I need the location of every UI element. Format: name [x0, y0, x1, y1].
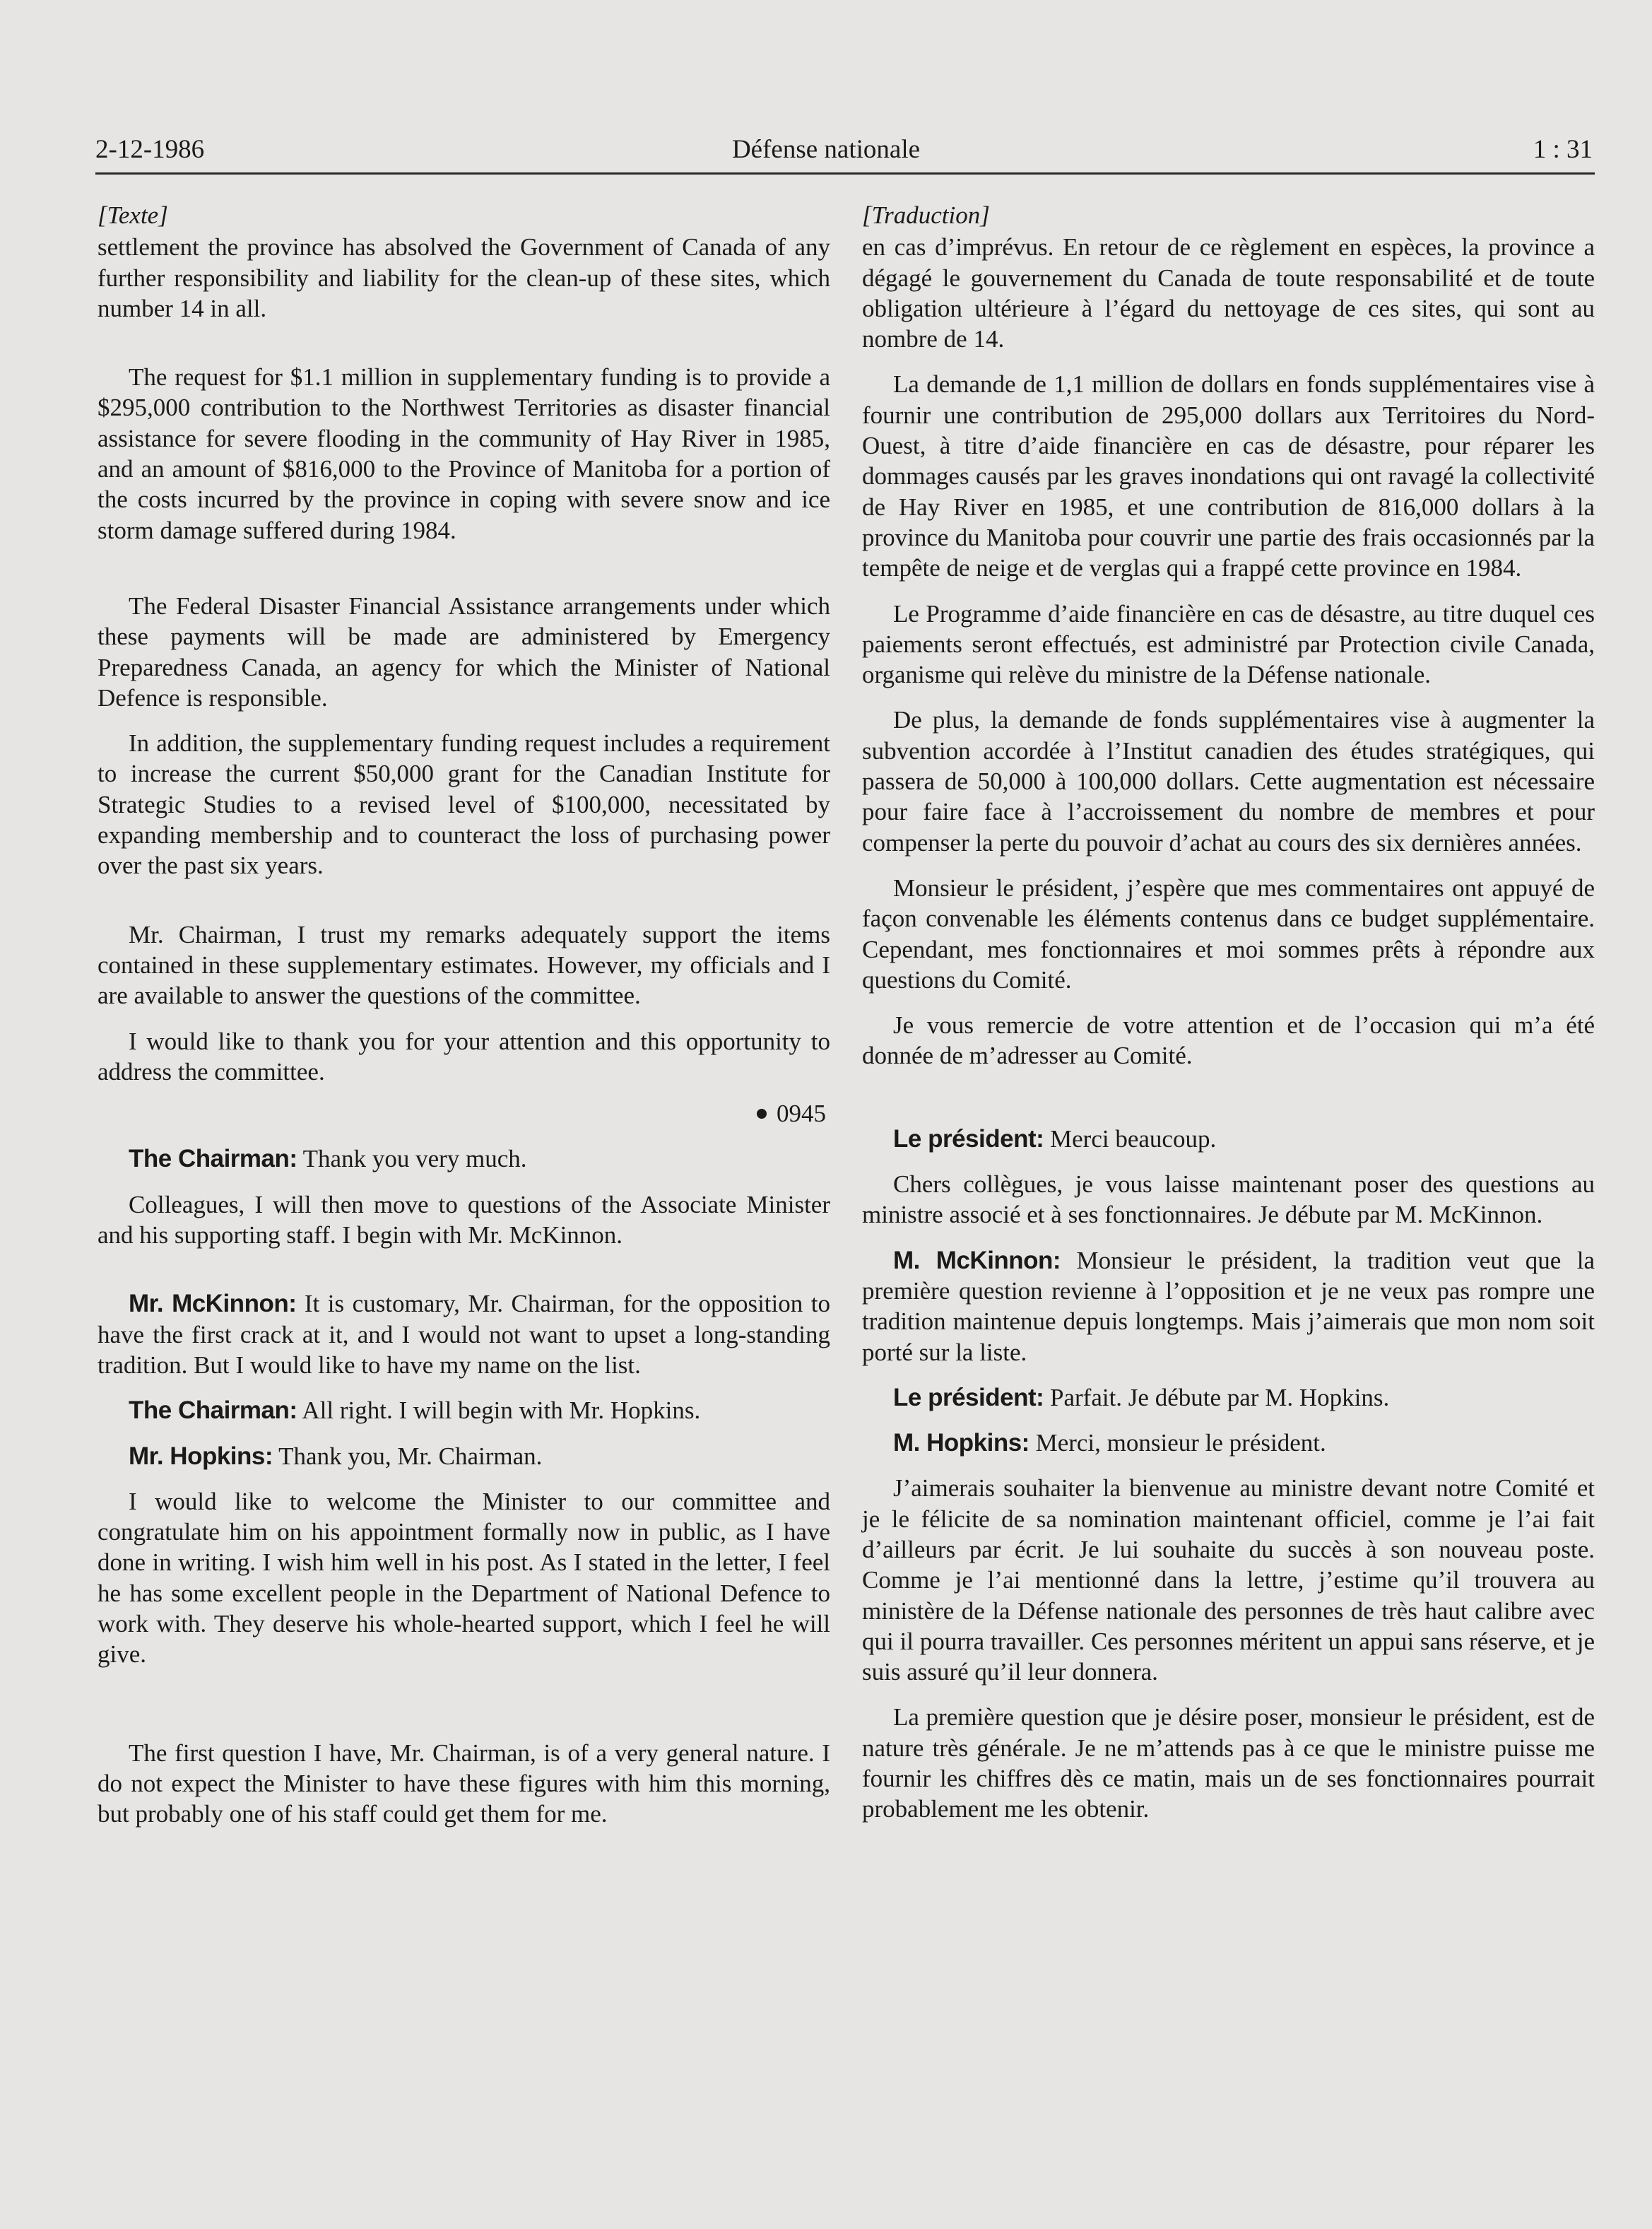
- paragraph: La demande de 1,1 million de dollars en fonds supplémentaires vise à fournir une contribution de 295,000 dollars aux Territoires du Nord-Ouest, à titre d’aide financière en cas de désastre, pour réparer les dommages causés par les graves inondations qui ont ravagé la collectivité de Hay River en 1985, et une contribution de 816,000 dollars à la province du Manitoba pour couvrir une partie des frais occasionnés par la tempête de neige et de verglas qui a frappé cette province en 1984.: [862, 370, 1595, 582]
- paragraph: La première question que je désire poser, monsieur le président, est de nature très générale. Je ne m’attends pas à ce que le ministre puisse me fournir les chiffres dès ce matin, mais un de ses fonctionnaires pourrait probablement me les obtenir.: [862, 1703, 1595, 1823]
- paragraph: J’aimerais souhaiter la bienvenue au ministre devant notre Comité et je le félicite de sa nomination maintenant officiel, comme je l’ai fait d’ailleurs par écrit. Je lui souhaite du succès à son nouveau poste. Comme je l’ai mentionné dans la lettre, j’estime qu’il trouvera au ministère de la Défense nationale des personnes de très haut calibre avec qui il pourra travailler. Ces personnes méritent un appui sans réserve, et je suis assuré qu’il leur donnera.: [862, 1474, 1595, 1686]
- paragraph: Colleagues, I will then move to questions of the Associate Minister and his supporting staff. I begin with Mr. McKinnon.: [98, 1190, 830, 1249]
- speaker-paragraph: M. McKinnon: Monsieur le président, la tradition veut que la première question revienne à l’opposition et je ne veux pas rompre une tradition maintenue depuis longtemps. Mais j’aimerais que mon nom soit porté sur la liste.: [862, 1246, 1595, 1366]
- english-column: [98, 200, 830, 1829]
- speaker-paragraph: Mr. Hopkins: Thank you, Mr. Chairman.: [129, 1442, 543, 1470]
- header-rule: [95, 172, 1595, 175]
- paragraph: settlement the province has absolved the Government of Canada of any further responsibility and liability for the clean-up of these sites, which number 14 in all.: [98, 233, 830, 322]
- paragraph: The first question I have, Mr. Chairman, is of a very general nature. I do not expect the Minister to have these figures with him this morning, but probably one of his staff could get them for me.: [98, 1739, 830, 1828]
- section-label: [Texte]: [98, 201, 168, 229]
- paragraph: Monsieur le président, j’espère que mes commentaires ont appuyé de façon convenable les éléments contenus dans ce budget supplémentaire. Cependant, mes fonctionnaires et moi sommes prêts à répondre aux questions du Comité.: [862, 874, 1595, 994]
- speaker-paragraph: Le président: Parfait. Je débute par M. Hopkins.: [893, 1383, 1390, 1411]
- paragraph: In addition, the supplementary funding request includes a requirement to increase the current $50,000 grant for the Canadian Institute for Strategic Studies to a revised level of $100,000, necessitated by expanding membership and to counteract the loss of purchasing power over the past six years.: [98, 729, 830, 880]
- french-column: [862, 200, 1595, 1825]
- speaker-name: The Chairman:: [129, 1396, 297, 1425]
- speaker-name: Le président:: [893, 1383, 1044, 1411]
- speaker-name: Mr. McKinnon:: [129, 1290, 297, 1318]
- paragraph: Le Programme d’aide financière en cas de désastre, au titre duquel ces paiements seront effectués, est administré par Protection civile Canada, organisme qui relève du ministre de la Défense nationale.: [862, 599, 1595, 689]
- speaker-name: Le président:: [893, 1124, 1044, 1153]
- paragraph: The request for $1.1 million in supplementary funding is to provide a $295,000 contribution to the Northwest Territories as disaster financial assistance for severe flooding in the community of Hay River in 1985, and an amount of $816,000 to the Province of Manitoba for a portion of the costs incurred by the province in coping with severe snow and ice storm damage suffered during 1984.: [98, 363, 830, 544]
- paragraph: Chers collègues, je vous laisse maintenant poser des questions au ministre associé et à ses fonctionnaires. Je débute par M. McKinnon.: [862, 1170, 1595, 1229]
- speaker-paragraph: The Chairman: Thank you very much.: [129, 1145, 527, 1173]
- speaker-name: Mr. Hopkins:: [129, 1442, 273, 1470]
- time-marker: 0945: [98, 1098, 830, 1129]
- paragraph: en cas d’imprévus. En retour de ce règlement en espèces, la province a dégagé le gouvernement du Canada de toute responsabilité et de toute obligation ultérieure à l’égard du nettoyage de ces sites, qui sont au nombre de 14.: [862, 233, 1595, 353]
- bullet-icon: [757, 1109, 767, 1119]
- speaker-paragraph: Le président: Merci beaucoup.: [893, 1124, 1217, 1153]
- paragraph: De plus, la demande de fonds supplémentaires vise à augmenter la subvention accordée à l’Institut canadien des études stratégiques, qui passera de 50,000 à 100,000 dollars. Cette augmentation est nécessaire pour faire face à l’accroissement du nombre de membres et pour compenser la perte du pouvoir d’achat au cours des six dernières années.: [862, 706, 1595, 857]
- speaker-name: M. McKinnon:: [893, 1246, 1061, 1274]
- speaker-name: M. Hopkins:: [893, 1429, 1029, 1457]
- speaker-paragraph: The Chairman: All right. I will begin with Mr. Hopkins.: [129, 1396, 701, 1425]
- speaker-paragraph: Mr. McKinnon: It is customary, Mr. Chairman, for the opposition to have the first crack at it, and I would not want to upset a long-standing tradition. But I would like to have my name on the list.: [98, 1290, 830, 1379]
- speaker-name: The Chairman:: [129, 1145, 297, 1173]
- speaker-paragraph: M. Hopkins: Merci, monsieur le président.: [893, 1429, 1326, 1457]
- section-label: [Traduction]: [862, 201, 990, 229]
- header-date: 2-12-1986: [95, 135, 205, 164]
- paragraph: I would like to thank you for your attention and this opportunity to address the committee.: [98, 1027, 830, 1086]
- paragraph: The Federal Disaster Financial Assistance arrangements under which these payments will be made are administered by Emergency Preparedness Canada, an agency for which the Minister of National Defence is responsible.: [98, 592, 830, 712]
- paragraph: Mr. Chairman, I trust my remarks adequately support the items contained in these supplementary estimates. However, my officials and I are available to answer the questions of the committee.: [98, 920, 830, 1010]
- running-title: Défense nationale: [731, 135, 921, 164]
- page-number: 1 : 31: [1533, 135, 1593, 164]
- paragraph: Je vous remercie de votre attention et de l’occasion qui m’a été donnée de m’adresser au Comité.: [862, 1011, 1595, 1070]
- paragraph: I would like to welcome the Minister to our committee and congratulate him on his appointment formally now in public, as I have done in writing. I wish him well in his post. As I stated in the letter, I feel he has some excellent people in the Department of National Defence to work with. They deserve his whole-hearted support, which I feel he will give.: [98, 1487, 830, 1669]
